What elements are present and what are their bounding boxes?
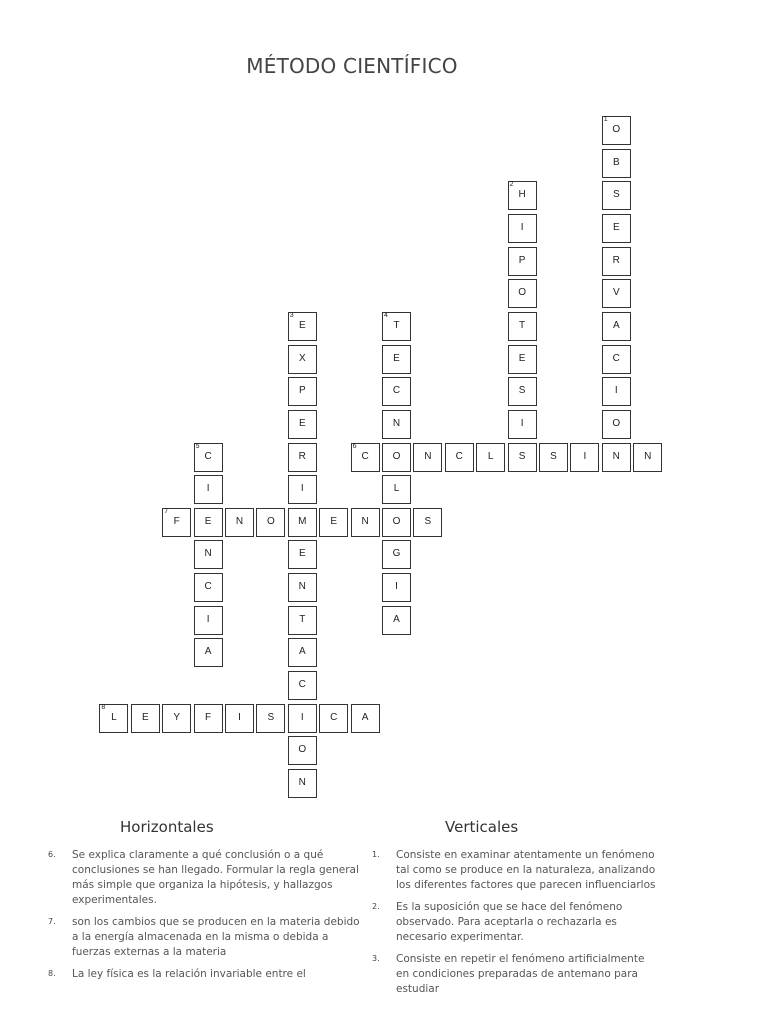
crossword-cell[interactable] [288,410,317,439]
cell-letter: C [392,385,401,397]
crossword-cell[interactable] [288,540,317,569]
cell-letter: A [361,711,369,723]
crossword-cell[interactable] [225,704,254,733]
cell-letter: E [298,417,306,429]
clue-text: La ley física es la relación invariable entre el [72,968,306,980]
crossword-cell[interactable] [508,247,537,276]
cell-letter: E [141,711,149,723]
clue-vertical-2 [372,900,658,945]
cell-letter: O [298,744,307,756]
crossword-cell[interactable] [319,704,348,733]
cell-letter: I [395,581,398,593]
crossword-cell[interactable] [288,345,317,374]
crossword-cell[interactable] [602,345,631,374]
crossword-cell[interactable] [602,116,631,145]
cell-letter: I [206,483,210,495]
cell-letter: I [300,711,304,723]
cell-letter: I [300,483,304,495]
crossword-cell[interactable] [382,606,411,635]
cell-letter: T [519,319,526,331]
crossword-cell[interactable] [162,508,191,537]
cell-number: 8 [101,703,106,711]
crossword-cell[interactable] [508,279,537,308]
crossword-cell[interactable] [351,508,380,537]
cell-letter: C [204,450,212,462]
cell-letter: S [550,450,557,462]
crossword-cell[interactable] [131,704,160,733]
cell-letter: A [204,646,212,658]
cell-letter: N [298,777,306,788]
crossword-cell[interactable] [413,508,442,537]
cell-letter: C [204,581,212,593]
crossword-cell[interactable] [602,312,631,341]
cell-letter: N [361,515,369,527]
cell-letter: O [392,515,401,527]
crossword-cell[interactable] [602,410,631,439]
cell-letter: I [520,417,524,429]
crossword-cell[interactable] [382,345,411,374]
cell-letter: C [298,679,306,691]
clue-number: 1. [372,850,380,859]
cell-letter: H [518,189,526,201]
crossword-cell[interactable] [288,508,317,537]
crossword-cell[interactable] [162,704,191,733]
cell-letter: O [612,124,621,135]
clue-number: 3. [372,954,380,963]
cell-letter: S [267,711,275,723]
cell-letter: R [612,254,620,266]
crossword-cell[interactable] [288,606,317,635]
crossword-cell[interactable] [288,769,317,798]
crossword-cell[interactable] [382,443,411,472]
crossword-cell[interactable] [539,443,568,472]
cell-letter: E [393,352,400,364]
cell-letter: E [204,515,212,527]
crossword-cell[interactable] [319,508,348,537]
crossword-cell[interactable] [602,181,631,210]
cell-number: 7 [164,507,169,515]
cell-letter: L [487,450,494,462]
crossword-cell[interactable] [445,443,474,472]
crossword-cell[interactable] [288,704,317,733]
clue-horizontal-8 [48,967,362,982]
cell-letter: N [424,450,432,462]
cell-letter: T [393,319,400,331]
cell-letter: B [612,156,620,168]
crossword-cell[interactable] [194,573,223,602]
cell-letter: C [455,450,463,462]
cell-letter: X [298,352,306,364]
crossword-cell[interactable] [194,704,223,733]
crossword-cell[interactable] [225,508,254,537]
cell-letter: Y [173,711,181,723]
crossword-cell[interactable] [351,704,380,733]
cell-letter: F [173,515,180,527]
crossword-cell[interactable] [288,573,317,602]
cell-letter: C [330,711,338,723]
crossword-cell[interactable] [602,247,631,276]
clue-vertical-3 [372,952,658,997]
cell-letter: S [612,189,620,201]
crossword-cell[interactable] [382,312,411,341]
cell-number: 2 [509,181,514,189]
crossword-cell[interactable] [194,540,223,569]
cell-letter: E [518,352,526,364]
crossword-cell[interactable] [194,475,223,504]
crossword-cell[interactable] [382,377,411,406]
cell-letter: N [298,581,306,593]
crossword-cell[interactable] [351,443,380,472]
crossword-cell[interactable] [288,638,317,667]
cell-letter: E [612,221,620,233]
clue-text: Se explica claramente a qué conclusión o a qué conclusiones se han llegado. Formular la regla general más simple que organiza la hipótesis, y hallazgos experimentales. [72,849,359,906]
cell-letter: R [298,450,306,462]
crossword-cell[interactable] [602,443,631,472]
cell-number: 3 [289,311,294,319]
cell-letter: F [205,711,212,723]
crossword-cell[interactable] [288,475,317,504]
cell-letter: A [393,613,400,625]
cell-letter: T [299,613,306,625]
clue-vertical-1 [372,848,658,893]
cell-letter: E [330,515,338,527]
cell-letter: I [583,450,587,462]
crossword-cell[interactable] [508,312,537,341]
crossword-cell[interactable] [633,443,662,472]
crossword-cell[interactable] [99,704,128,733]
crossword-cell[interactable] [413,443,442,472]
cell-letter: I [520,221,524,233]
crossword-cell[interactable] [194,443,223,472]
cell-letter: E [298,319,306,331]
cell-letter: N [235,515,244,527]
cell-letter: S [518,385,526,397]
crossword-cell[interactable] [288,671,317,700]
clue-number: 8. [48,969,56,978]
clue-number: 2. [372,902,380,911]
cell-letter: S [518,450,526,462]
vertical-clues-heading: Verticales [445,818,519,836]
crossword-cell[interactable] [382,540,411,569]
cell-letter: P [298,385,306,397]
crossword-cell[interactable] [382,508,411,537]
cell-number: 1 [603,116,608,123]
cell-number: 4 [384,311,388,319]
cell-letter: L [393,483,400,495]
crossword-cell[interactable] [256,704,285,733]
cell-letter: I [238,711,241,723]
clue-number: 7. [48,917,56,926]
cell-number: 5 [195,442,200,450]
clue-text: son los cambios que se producen en la materia debido a la energía almacenada en la misma o debida a fuerzas externas a la materia [72,916,360,958]
horizontal-clues-heading: Horizontales [120,818,214,836]
cell-letter: G [392,548,401,560]
cell-letter: N [204,548,212,560]
cell-letter: N [392,417,401,429]
cell-letter: E [298,548,306,560]
cell-letter: C [612,352,620,364]
crossword-cell[interactable] [508,345,537,374]
clue-number: 6. [48,850,56,859]
crossword-cell[interactable] [602,377,631,406]
crossword-cell[interactable] [602,279,631,308]
crossword-cell[interactable] [602,214,631,243]
crossword-cell[interactable] [508,377,537,406]
crossword-cell[interactable] [382,410,411,439]
clue-horizontal-6 [48,848,362,908]
cell-letter: O [518,287,526,299]
clue-text: Consiste en examinar atentamente un fenómeno tal como se produce en la naturaleza, analizando los diferentes factores que parecen influenciarlos [396,849,656,891]
crossword-cell[interactable] [256,508,285,537]
clue-horizontal-7 [48,915,362,960]
crossword-cell[interactable] [194,638,223,667]
cell-letter: A [298,646,306,658]
crossword-cell[interactable] [508,214,537,243]
crossword-cell[interactable] [194,606,223,635]
cell-letter: C [361,450,369,462]
clue-text: Es la suposición que se hace del fenómeno observado. Para aceptarla o rechazarla es necesario experimentar. [396,901,623,943]
crossword-cell[interactable] [602,149,631,178]
cell-letter: L [111,711,117,723]
cell-letter: I [614,385,618,397]
crossword-cell[interactable] [194,508,223,537]
crossword-cell[interactable] [508,181,537,210]
horizontal-clue-list [48,848,362,986]
cell-letter: V [612,287,620,299]
cell-letter: S [424,515,432,527]
crossword-cell[interactable] [288,377,317,406]
cell-letter: P [518,254,526,266]
cell-letter: I [206,613,210,625]
crossword-cell[interactable] [382,475,411,504]
clue-text: Consiste en repetir el fenómeno artificialmente en condiciones preparadas de antemano para estudiar [396,953,645,995]
crossword-cell[interactable] [508,410,537,439]
crossword-cell[interactable] [288,736,317,765]
cell-number: 6 [352,442,357,450]
cell-letter: M [298,515,307,527]
crossword-cell[interactable] [476,443,505,472]
cell-letter: N [644,450,652,462]
crossword-cell[interactable] [570,443,599,472]
cell-letter: O [392,450,401,462]
crossword-cell[interactable] [508,443,537,472]
page-title: MÉTODO CIENTÍFICO [246,54,458,78]
cell-letter: N [612,450,620,462]
vertical-clue-list [372,848,658,995]
cell-letter: O [612,417,621,429]
cell-letter: O [267,515,275,527]
crossword-cell[interactable] [288,312,317,341]
crossword-cell[interactable] [382,573,411,602]
crossword-cell[interactable] [288,443,317,472]
cell-letter: A [612,319,620,331]
